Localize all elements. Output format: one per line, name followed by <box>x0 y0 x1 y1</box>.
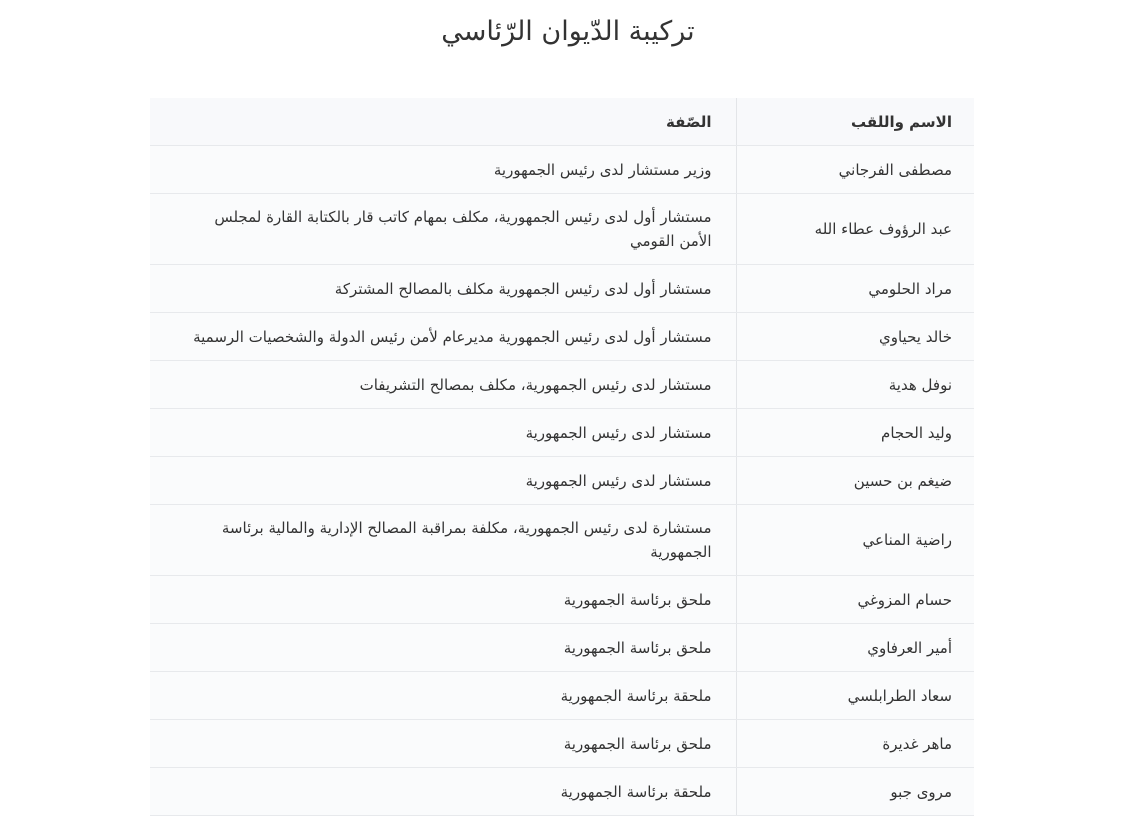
cell-name: مصطفى الفرجاني <box>736 146 974 194</box>
cell-name: ماهر غديرة <box>736 720 974 768</box>
cell-name: خالد يحياوي <box>736 313 974 361</box>
cell-name: وليد الحجام <box>736 409 974 457</box>
table-row <box>150 313 974 361</box>
cell-role: مستشار أول لدى رئيس الجمهورية، مكلف بمهام كاتب قار بالكتابة القارة لمجلس الأمن القومي <box>150 194 736 265</box>
cell-name: ضيغم بن حسين <box>736 457 974 505</box>
table-row <box>150 361 974 409</box>
cell-name: مراد الحلومي <box>736 265 974 313</box>
cell-role: ملحق برئاسة الجمهورية <box>150 576 736 624</box>
cell-role: مستشار أول لدى رئيس الجمهورية مكلف بالمصالح المشتركة <box>150 265 736 313</box>
table-row <box>150 146 974 194</box>
table-row <box>150 768 974 816</box>
cell-name: أمير العرفاوي <box>736 624 974 672</box>
table-header-row <box>150 98 974 146</box>
table-row <box>150 624 974 672</box>
table-row <box>150 505 974 576</box>
table-body <box>150 146 974 816</box>
cell-role: مستشار لدى رئيس الجمهورية <box>150 409 736 457</box>
cell-role: مستشار لدى رئيس الجمهورية <box>150 457 736 505</box>
cell-name: مروى جبو <box>736 768 974 816</box>
column-header-role: الصّفة <box>150 98 736 146</box>
cell-name: راضية المناعي <box>736 505 974 576</box>
cell-role: وزير مستشار لدى رئيس الجمهورية <box>150 146 736 194</box>
table-row <box>150 409 974 457</box>
cabinet-table <box>150 98 974 816</box>
cell-role: ملحقة برئاسة الجمهورية <box>150 672 736 720</box>
table-row <box>150 576 974 624</box>
table-row <box>150 194 974 265</box>
table-row <box>150 457 974 505</box>
cell-name: عبد الرؤوف عطاء الله <box>736 194 974 265</box>
table-row <box>150 265 974 313</box>
page-title: تركيبة الدّيوان الرّئاسي <box>441 16 695 47</box>
cell-role: مستشار لدى رئيس الجمهورية، مكلف بمصالح التشريفات <box>150 361 736 409</box>
cabinet-table-container <box>150 98 974 816</box>
table-row <box>150 672 974 720</box>
cell-name: نوفل هدية <box>736 361 974 409</box>
table-header <box>150 98 974 146</box>
cell-name: سعاد الطرابلسي <box>736 672 974 720</box>
cell-name: حسام المزوغي <box>736 576 974 624</box>
column-header-name: الاسم واللقب <box>736 98 974 146</box>
cell-role: ملحقة برئاسة الجمهورية <box>150 768 736 816</box>
cell-role: ملحق برئاسة الجمهورية <box>150 720 736 768</box>
table-row <box>150 720 974 768</box>
cell-role: مستشار أول لدى رئيس الجمهورية مديرعام لأمن رئيس الدولة والشخصيات الرسمية <box>150 313 736 361</box>
cell-role: ملحق برئاسة الجمهورية <box>150 624 736 672</box>
cell-role: مستشارة لدى رئيس الجمهورية، مكلفة بمراقبة المصالح الإدارية والمالية برئاسة الجمهورية <box>150 505 736 576</box>
